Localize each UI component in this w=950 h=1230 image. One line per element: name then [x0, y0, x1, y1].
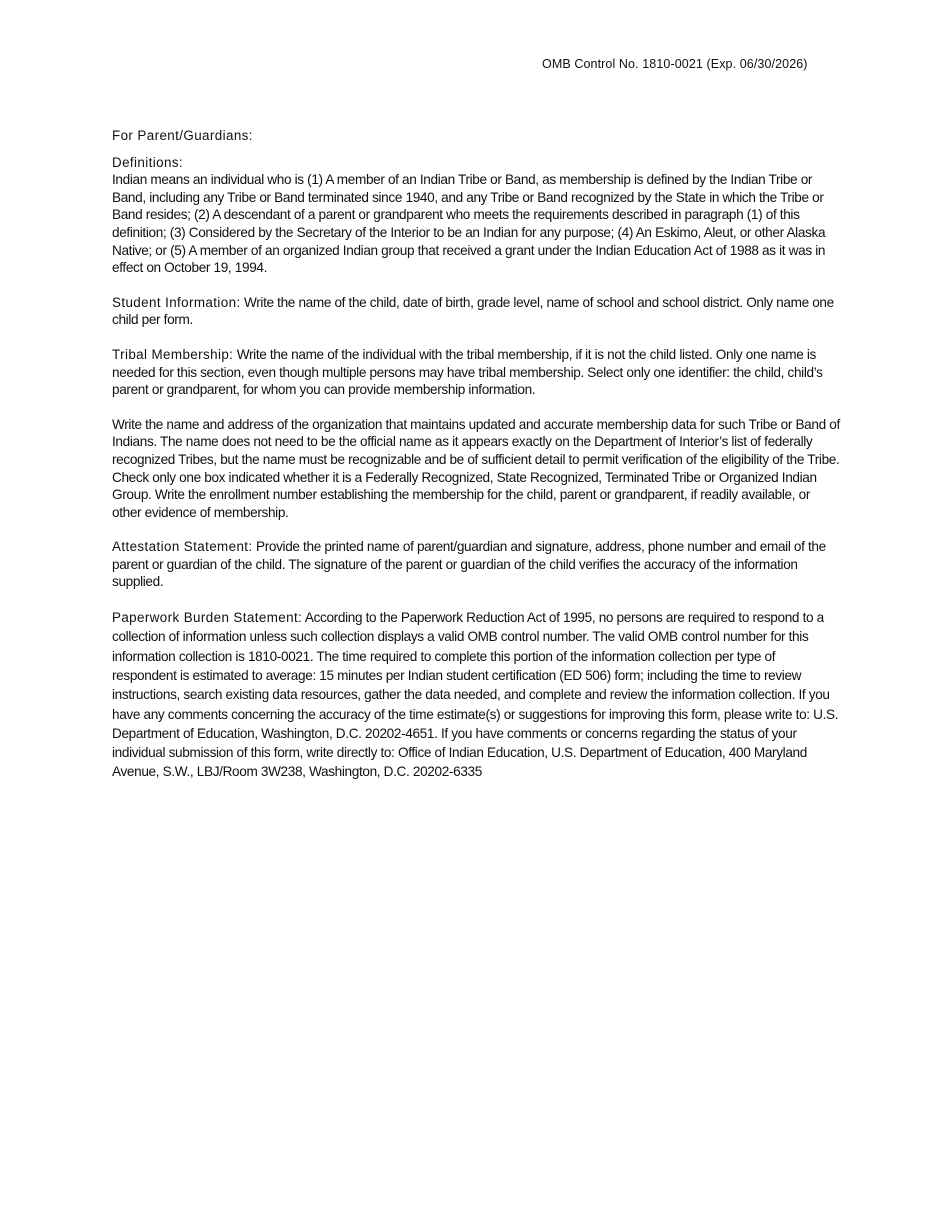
tribal-membership-paragraph	[112, 346, 842, 399]
definitions-heading: Definitions:	[112, 154, 184, 170]
paperwork-burden-paragraph	[112, 608, 842, 782]
tribal-membership-text: Write the name of the individual with the tribal membership, if it is not the child listed. Only one name is needed for this section, even though multiple persons may have tribal membership. Select only one identifier: the child, child’s parent or grandparent, for whom you can provide membership information.	[112, 346, 823, 398]
omb-control-number: OMB Control No. 1810-0021 (Exp. 06/30/2026)	[542, 57, 808, 71]
paperwork-burden-heading: Paperwork Burden Statement:	[112, 610, 303, 626]
paperwork-burden-text: According to the Paperwork Reduction Act of 1995, no persons are required to respond to a collection of information unless such collection displays a valid OMB control number. The valid OMB control number for this information collection is 1810-0021. The time required to complete this portion of the information collection per type of respondent is estimated to average: 15 minutes per Indian student certification (ED 506) form; including the time to review instructions, search existing data resources, gather the data needed, and complete and review the information collection. If you have any comments concerning the accuracy of the time estimate(s) or suggestions for improving this form, please write to: U.S. Department of Education, Washington, D.C. 20202-4651. If you have comments or concerns regarding the status of your individual submission of this form, write directly to: Office of Indian Education, U.S. Department of Education, 400 Maryland Avenue, S.W., LBJ/Room 3W238, Washington, D.C. 20202-6335	[112, 610, 839, 780]
student-information-text: Write the name of the child, date of birth, grade level, name of school and school district. Only name one child per form.	[112, 294, 834, 328]
for-parent-heading: For Parent/Guardians:	[112, 128, 253, 143]
definitions-paragraph	[112, 154, 842, 277]
for-parent-paragraph	[112, 127, 842, 145]
student-information-paragraph	[112, 294, 842, 329]
organization-paragraph	[112, 416, 842, 522]
instructions-body	[112, 127, 842, 782]
student-information-heading: Student Information:	[112, 294, 241, 310]
definitions-text: Indian means an individual who is (1) A member of an Indian Tribe or Band, as membership is defined by the Indian Tribe or Band, including any Tribe or Band terminated since 1940, and any Tribe or Band recognized by the State in which the Tribe or Band resides; (2) A descendant of a parent or grandparent who meets the requirements described in paragraph (1) of this definition; (3) Considered by the Secretary of the Interior to be an Indian for any purpose; (4) An Eskimo, Aleut, or other Alaska Native; or (5) A member of an organized Indian group that received a grant under the Indian Education Act of 1988 as it was in effect on October 19, 1994.	[112, 172, 826, 276]
attestation-text: Provide the printed name of parent/guardian and signature, address, phone number and email of the parent or guardian of the child. The signature of the parent or guardian of the child verifies the accuracy of the information supplied.	[112, 539, 826, 590]
tribal-membership-heading: Tribal Membership:	[112, 346, 234, 362]
attestation-paragraph	[112, 538, 842, 591]
attestation-heading: Attestation Statement:	[112, 539, 253, 555]
organization-text: Write the name and address of the organization that maintains updated and accurate membership data for such Tribe or Band of Indians. The name does not need to be the official name as it appears exactly on the Department of Interior’s list of federally recognized Tribes, but the name must be recognizable and be of sufficient detail to permit verification of the eligibility of the Tribe. Check only one box indicated whether it is a Federally Recognized, State Recognized, Terminated Tribe or Organized Indian Group. Write the enrollment number establishing the membership for the child, parent or grandparent, if readily available, or other evidence of membership.	[112, 416, 840, 520]
